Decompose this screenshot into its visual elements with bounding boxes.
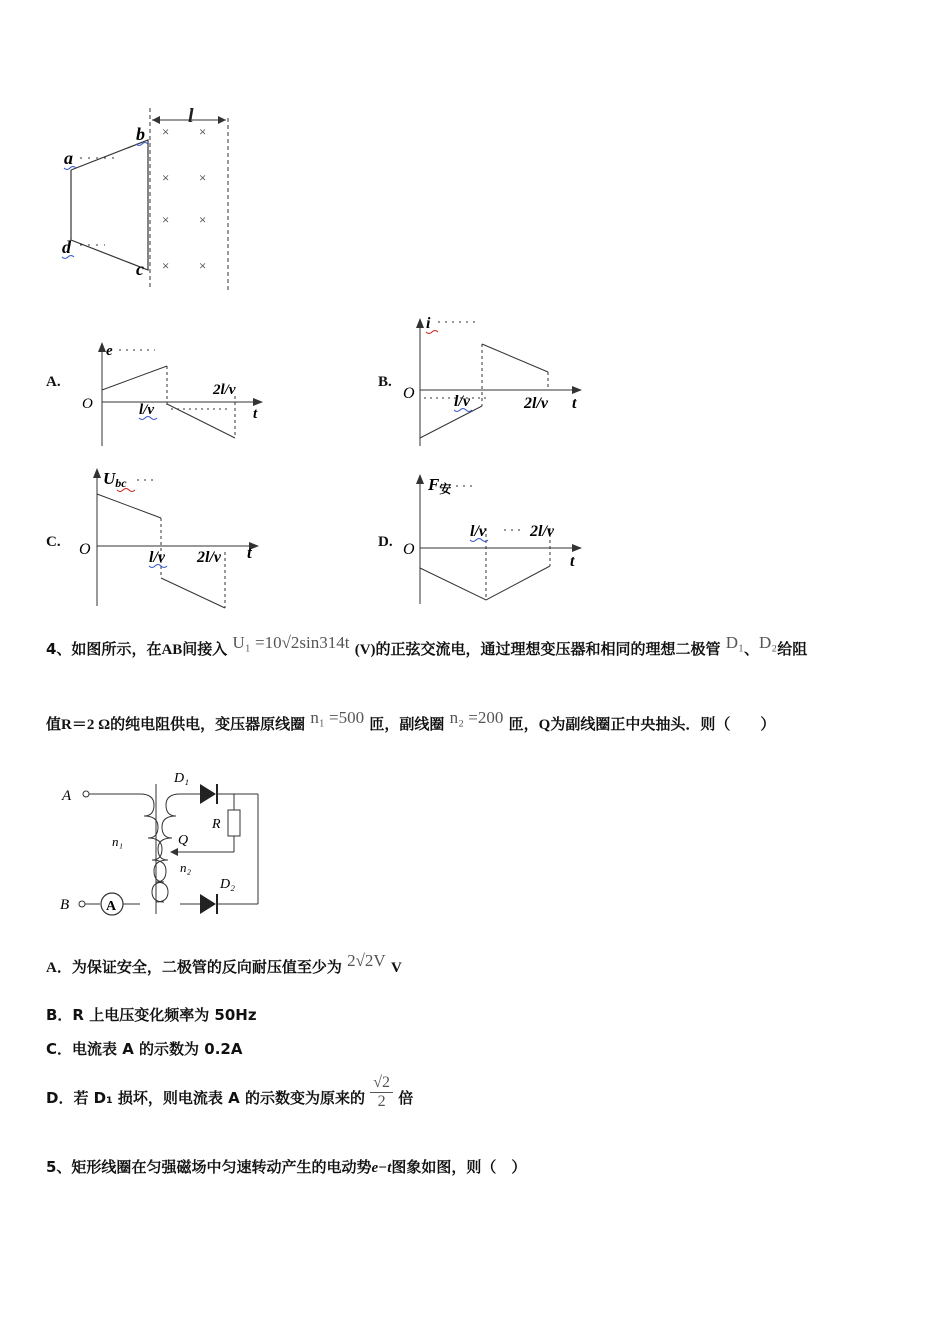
axis-y-subscript: bc xyxy=(115,476,127,490)
tick-l-v: l/v xyxy=(149,549,165,566)
q4-line-1: 4、如图所示，在AB间接入 U₁ =10√2sin314t (V)的正弦交流电，通过理想变压器和相同的理想二极管 D₁、D₂给阻 xyxy=(46,633,808,658)
option-d-label: D. xyxy=(378,534,393,550)
label-c: c xyxy=(136,259,144,279)
symbol-d2: D₂ xyxy=(759,633,778,652)
origin-label: O xyxy=(403,385,415,402)
q5-line: 5、矩形线圈在匀强磁场中匀速转动产生的电动势e−t图象如图，则（ ） xyxy=(46,1158,527,1176)
option-b-label: B. xyxy=(378,374,392,390)
axis-y-label: F安 xyxy=(428,475,452,496)
field-cross: × xyxy=(162,212,170,227)
label-d: d xyxy=(62,237,71,257)
d2-label: D₂ xyxy=(220,877,235,892)
axis-x-label: t xyxy=(570,553,575,570)
loop-field-figure xyxy=(50,100,250,295)
field-cross: × xyxy=(199,258,207,273)
option-c-label: C. xyxy=(46,534,61,550)
loop-wire xyxy=(71,140,148,270)
graph-line xyxy=(102,366,167,390)
n2-label: n₂ xyxy=(180,860,192,875)
n1-label: n₁ xyxy=(112,834,124,849)
transformer-circuit xyxy=(56,762,271,922)
fraction-root2-over-2: $\frac{√2}{2}$ xyxy=(370,1074,393,1111)
axis-y-label: Ubc xyxy=(103,469,127,490)
tick-l-v: l/v xyxy=(470,523,486,540)
graph-line xyxy=(420,566,550,600)
graph-line xyxy=(482,344,548,372)
formula-u1: U₁ =10√2sin314t xyxy=(232,633,350,652)
tick-l-v: l/v xyxy=(139,402,154,418)
terminal-a-label: A xyxy=(62,788,72,804)
q4-line-2: 值R＝2 Ω的纯电阻供电，变压器原线圈 n₁ =500 匝，副线圈 n₂ =200 匝，Q为副线圈正中央抽头．则（ ） xyxy=(46,708,776,733)
field-cross: × xyxy=(199,212,207,227)
option-a-graph xyxy=(75,338,275,450)
resistor-r xyxy=(228,810,240,836)
terminal-b-label: B xyxy=(60,897,70,913)
graph-line xyxy=(420,406,482,438)
axis-y-label: e xyxy=(106,343,113,359)
q4-option-c: C．电流表 A 的示数为 0.2A xyxy=(46,1040,243,1058)
origin-label: O xyxy=(403,541,415,558)
origin-label: O xyxy=(79,541,91,558)
q4-option-a: A．为保证安全，二极管的反向耐压值至少为 2√2V V xyxy=(46,951,402,976)
field-cross: × xyxy=(162,258,170,273)
d1-label: D₁ xyxy=(174,771,189,786)
label-b: b xyxy=(136,124,145,144)
ammeter-label: A xyxy=(106,899,117,914)
origin-label: O xyxy=(82,396,93,412)
axis-x-label: t xyxy=(572,395,577,412)
field-cross: × xyxy=(162,170,170,185)
axis-x-label: t xyxy=(247,543,252,562)
graph-line xyxy=(97,494,161,518)
field-cross: × xyxy=(199,124,207,139)
formula-2root2v: 2√2V xyxy=(347,951,386,970)
tick-l-v: l/v xyxy=(454,393,470,410)
width-label: l xyxy=(188,105,194,127)
q4-option-b: B．R 上电压变化频率为 50Hz xyxy=(46,1006,257,1024)
option-a-label: A. xyxy=(46,374,61,390)
axis-y-label: i xyxy=(426,315,431,332)
diode-d1 xyxy=(200,784,216,804)
tick-2l-v: 2l/v xyxy=(197,549,221,566)
graph-line xyxy=(161,578,225,608)
option-d-graph xyxy=(400,468,600,608)
axis-x-label: t xyxy=(253,406,258,422)
formula-n1: n₁ =500 xyxy=(310,708,365,727)
field-cross: × xyxy=(199,170,207,185)
option-c-graph xyxy=(75,462,275,610)
r-label: R xyxy=(212,817,221,832)
field-cross: × xyxy=(162,124,170,139)
diode-d2 xyxy=(200,894,216,914)
option-b-graph xyxy=(400,310,600,450)
tick-2l-v: 2l/v xyxy=(213,382,236,398)
tick-2l-v: 2l/v xyxy=(524,395,548,412)
q-label: Q xyxy=(178,833,189,848)
symbol-d1: D₁ xyxy=(725,633,745,652)
label-a: a xyxy=(64,148,73,168)
formula-n2: n₂ =200 xyxy=(449,708,504,727)
tick-2l-v: 2l/v xyxy=(530,523,554,540)
axis-y-subscript: 安 xyxy=(439,482,452,496)
q4-option-d: D．若 D₁ 损坏，则电流表 A 的示数变为原来的 $\frac{√2}{2}$ 倍 xyxy=(46,1074,414,1110)
